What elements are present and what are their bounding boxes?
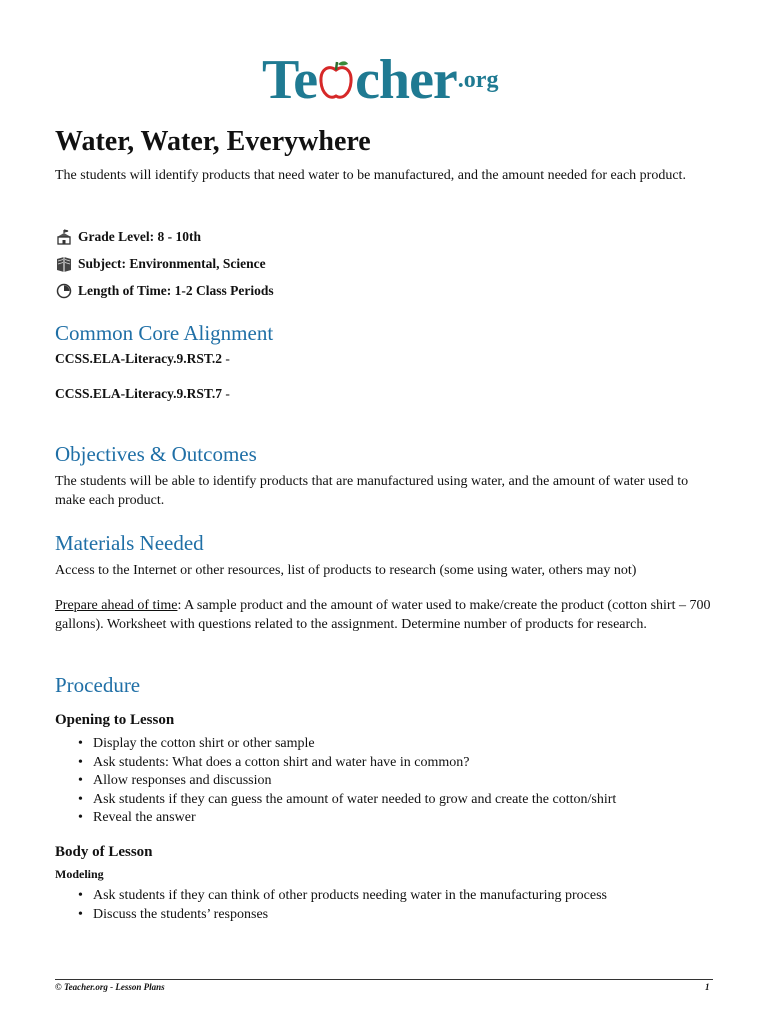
prepare-label: Prepare ahead of time xyxy=(55,598,178,613)
opening-heading: Opening to Lesson xyxy=(55,712,175,728)
list-item: • Ask students if they can think of other products needing water in the manufacturing process xyxy=(75,887,715,906)
lesson-summary: The students will identify products that need water to be manufactured, and the amount needed for each product. xyxy=(55,168,686,183)
school-icon xyxy=(55,229,73,245)
length-row xyxy=(55,282,274,300)
list-item: • Allow responses and discussion xyxy=(75,772,715,791)
clock-icon xyxy=(55,283,73,299)
grade-level-row xyxy=(55,228,201,246)
subject-row xyxy=(55,255,266,273)
common-core-heading: Common Core Alignment xyxy=(55,321,274,345)
body-heading: Body of Lesson xyxy=(55,844,153,860)
footer-divider xyxy=(55,979,713,980)
list-item: • Ask students: What does a cotton shirt and water have in common? xyxy=(75,754,715,773)
materials-heading: Materials Needed xyxy=(55,531,204,555)
procedure-heading: Procedure xyxy=(55,673,141,697)
logo-text-right: cher xyxy=(355,49,457,111)
length-text: Length of Time: 1-2 Class Periods xyxy=(78,283,274,298)
list-item: • Ask students if they can guess the amount of water needed to grow and create the cotton/shirt xyxy=(75,791,715,810)
objectives-heading: Objectives & Outcomes xyxy=(55,442,257,466)
book-icon xyxy=(55,256,73,272)
lesson-title: Water, Water, Everywhere xyxy=(55,126,371,157)
logo-suffix: .org xyxy=(457,67,499,93)
prepare-text: : A sample product and the amount of water used to make/create the product (cotton shirt – 700 gallons). Worksheet with questions related to the assignment. Determine number of products for research. xyxy=(55,598,711,632)
grade-level-text: Grade Level: 8 - 10th xyxy=(78,229,201,244)
logo-text-left: Te xyxy=(262,49,318,111)
opening-list xyxy=(75,735,715,828)
ccss-code-1: CCSS.ELA-Literacy.9.RST.2 xyxy=(55,351,223,366)
page-number: 1 xyxy=(705,982,710,992)
materials-text: Access to the Internet or other resources, list of products to research (some using water, others may not) xyxy=(55,563,637,578)
ccss-dash-2: - xyxy=(222,386,230,401)
ccss-standard-1 xyxy=(55,350,230,368)
list-item: • Reveal the answer xyxy=(75,809,715,828)
objectives-text: The students will be able to identify products that are manufactured using water, and the amount of water used to make each product. xyxy=(55,474,689,508)
prepare-paragraph xyxy=(55,596,715,634)
list-item: • Display the cotton shirt or other sample xyxy=(75,735,715,754)
footer-copyright: © Teacher.org - Lesson Plans xyxy=(55,982,165,992)
apple-icon xyxy=(318,58,354,102)
ccss-standard-2 xyxy=(55,385,230,403)
subject-text: Subject: Environmental, Science xyxy=(78,256,266,271)
modeling-list xyxy=(75,887,715,924)
teacher-org-logo xyxy=(262,50,512,110)
ccss-dash-1: - xyxy=(222,351,230,366)
modeling-heading: Modeling xyxy=(55,867,104,881)
ccss-code-2: CCSS.ELA-Literacy.9.RST.7 xyxy=(55,386,223,401)
list-item: • Discuss the students’ responses xyxy=(75,906,715,925)
